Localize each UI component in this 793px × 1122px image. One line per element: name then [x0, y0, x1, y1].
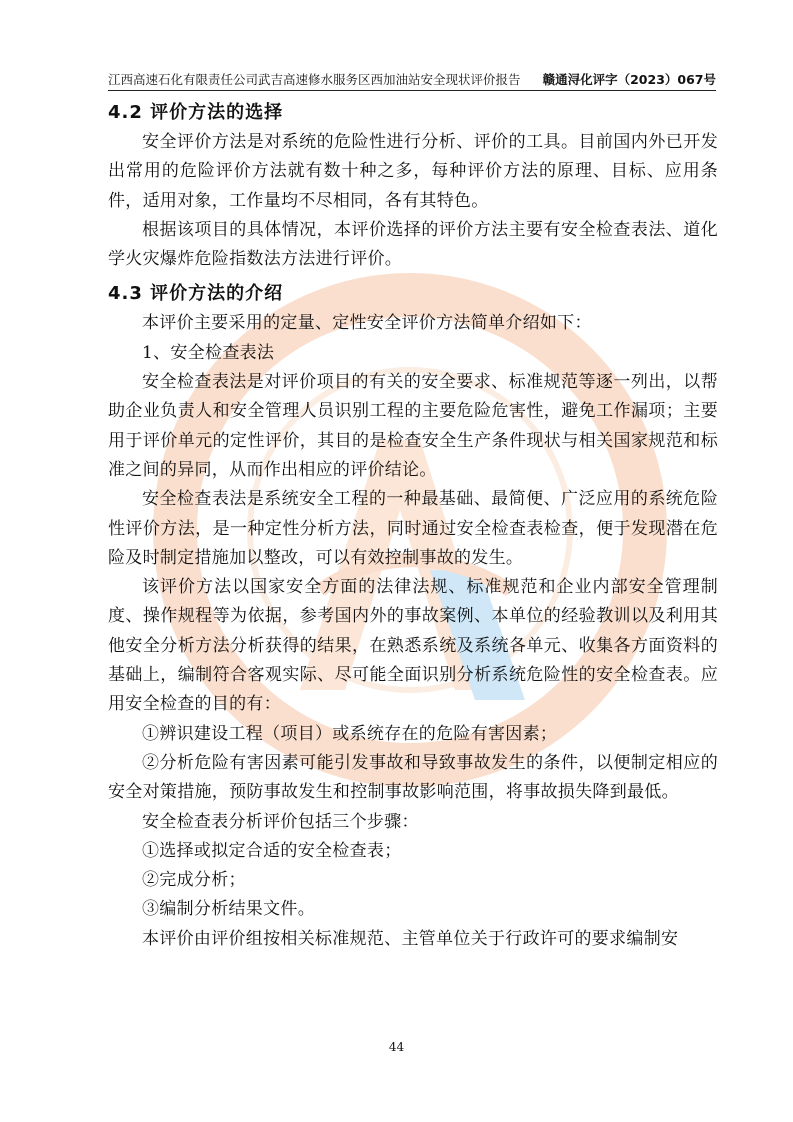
- list-item: ③编制分析结果文件。: [142, 899, 315, 920]
- list-item: ②分析危险有害因素可能引发事故和导致事故发生的条件，以便制定相应的安全对策措施，预防事故发生和控制事故影响范围，将事故损失降到最低。: [108, 752, 718, 803]
- page-header: [108, 70, 716, 91]
- header-document-number: 赣通浔化评字（2023）067号: [542, 72, 716, 87]
- section-heading-4-3: 4.3 评价方法的介绍: [108, 283, 284, 305]
- paragraph: 安全检查表分析评价包括三个步骤：: [142, 811, 419, 832]
- page-number: 44: [388, 1040, 405, 1054]
- paragraph: 本评价主要采用的定量、定性安全评价方法简单介绍如下：: [142, 313, 592, 334]
- list-item: ②完成分析；: [142, 870, 246, 891]
- list-heading: 1、安全检查表法: [142, 342, 275, 363]
- paragraph: 安全检查表法是对评价项目的有关的安全要求、标准规范等逐一列出，以帮助企业负责人和安全管理人员识别工程的主要危险危害性，避免工作漏项；主要用于评价单元的定性评价，其目的是检查安全生产条件现状与相关国家规范和标准之间的异同，从而作出相应的评价结论。: [108, 372, 718, 480]
- paragraph: 安全评价方法是对系统的危险性进行分析、评价的工具。目前国内外已开发出常用的危险评价方法就有数十种之多，每种评价方法的原理、目标、应用条件，适用对象，工作量均不尽相同，各有其特色。: [108, 132, 718, 211]
- header-report-title: 江西高速石化有限责任公司武吉高速修水服务区西加油站安全现状评价报告: [108, 72, 521, 87]
- paragraph: 本评价由评价组按相关标准规范、主管单位关于行政许可的要求编制安: [142, 928, 679, 949]
- paragraph: 根据该项目的具体情况，本评价选择的评价方法主要有安全检查表法、道化学火灾爆炸危险指数法方法进行评价。: [108, 219, 718, 270]
- section-heading-4-2: 4.2 评价方法的选择: [108, 102, 284, 123]
- paragraph: 安全检查表法是系统安全工程的一种最基础、最简便、广泛应用的系统危险性评价方法，是一种定性分析方法，同时通过安全检查表检查，便于发现潜在危险及时制定措施加以整改，可以有效控制事故的发生。: [108, 489, 718, 568]
- paragraph: 该评价方法以国家安全方面的法律法规、标准规范和企业内部安全管理制度、操作规程等为依据，参考国内外的事故案例、本单位的经验教训以及利用其他安全分析方法分析获得的结果，在熟悉系统及系统各单元、收集各方面资料的基础上，编制符合客观实际、尽可能全面识别分析系统危险性的安全检查表。应用安全检查的目的有：: [108, 577, 718, 715]
- list-item: ①辨识建设工程（项目）或系统存在的危险有害因素；: [142, 723, 558, 744]
- list-item: ①选择或拟定合适的安全检查表；: [142, 840, 402, 861]
- page-content: [108, 98, 718, 954]
